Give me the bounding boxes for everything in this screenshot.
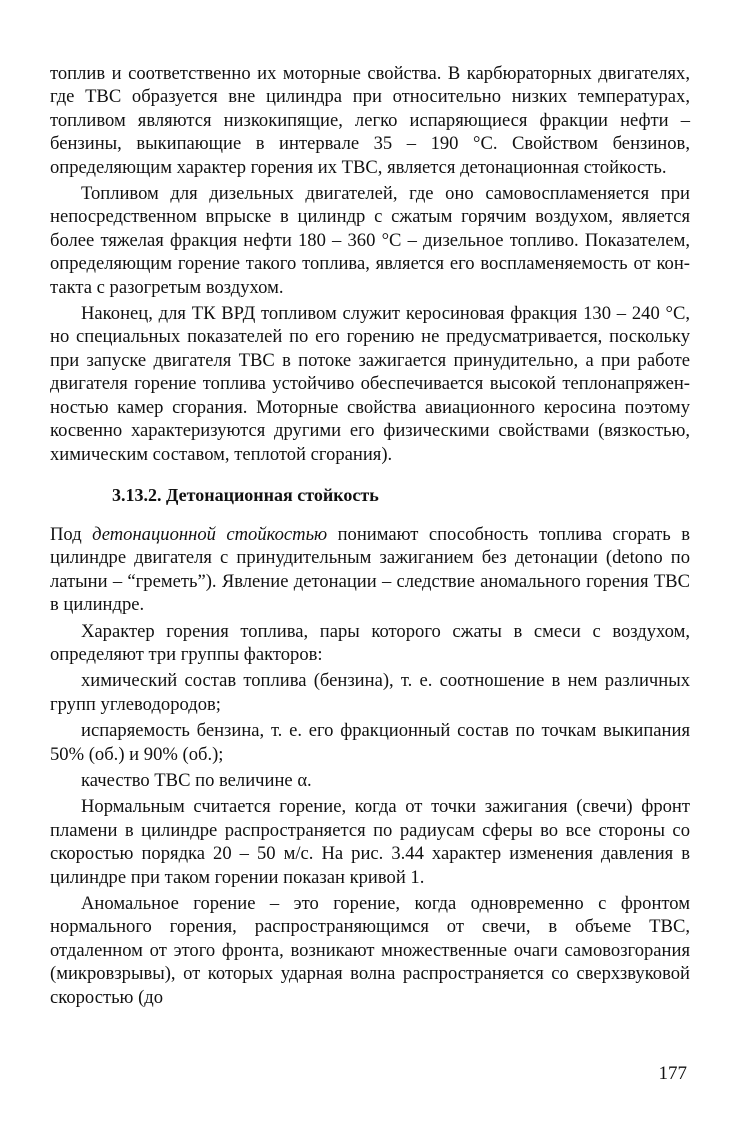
page-number: 177 [658, 1063, 687, 1084]
paragraph-kerosene-fraction: Наконец, для ТК ВРД топливом служит керосиновая фракция 130 – 240 °С, но специальных показателей по его горению не предусматривается, поскольку при запуске двигателя ТВС в потоке зажигается принудительно, а при работе двигателя горение топлива устойчиво обеспечивается высокой теплонапряженностью камер сгорания. Моторные свойства авиационного керосина поэтому косвенно характеризуются другими его физическими свойствами (вязкостью, химическим составом, теплотой сгорания). [50, 303, 690, 465]
paragraph-factor-chemical: химический состав топлива (бензина), т. е. соотношение в нем различных групп углеводородов; [50, 670, 690, 715]
paragraph-factor-quality: качество ТВС по величине α. [81, 769, 312, 791]
text-body-bottom [50, 523, 690, 1009]
paragraph-diesel-fuel: Топливом для дизельных двигателей, где оно самовоспламеняется при непосредственном впрыске в цилиндр с сжатым горячим воздухом, является более тяжелая фракция нефти 180 – 360 °С – дизельное топливо. Показателем, определяющим горение такого топлива, является его воспламеняемость от контакта с разогретым воздухом. [50, 183, 690, 298]
paragraph-abnormal-combustion: Аномальное горение – это горение, когда одновременно с фронтом нормального горения, распространяющимся от свечи, в объеме ТВС, отдаленном от этого фронта, возникают множественные очаги самовозгорания (микровзрывы), от которых ударная волна распространяется со сверхзвуковой скоростью (до [50, 893, 690, 1008]
paragraph-carburetor-fuels: топлив и соответственно их моторные свойства. В карбюраторных двигателях, где ТВС образуется вне цилиндра при относительно низких температурах, топливом являются низкокипящие, легко испаряющиеся фракции нефти – бензины, выкипающие в интервале 35 – 190 °С. Свойством бензинов, определяющим характер горения их ТВС, является детонационная стойкость. [50, 63, 690, 178]
paragraph-factors-intro: Характер горения топлива, пары которого сжаты в смеси с воздухом, определяют три группы факторов: [50, 620, 690, 665]
paragraph-factor-volatility: испаряемость бензина, т. е. его фракционный состав по точкам выкипания 50% (об.) и 90% (об.); [50, 720, 690, 765]
definition-rest: понимают способность топлива сгорать в цилиндре двигателя с принудительным зажиганием без детонации (detono по латыни – “греметь”). Явление детонации – следствие аномального горения ТВС в цилиндре. [50, 523, 690, 616]
definition-term: детонационной стойкостью [92, 523, 328, 545]
section-heading: 3.13.2. Детонационная стойкость [112, 484, 379, 505]
paragraph-normal-combustion: Нормальным считается горение, когда от точки зажигания (свечи) фронт пламени в цилиндре распространяется по радиусам сферы во все стороны со скоростью порядка 20 – 50 м/с. На рис. 3.44 характер изменения давления в цилиндре при таком горении показан кривой 1. [50, 796, 690, 888]
text-body-top [50, 62, 690, 466]
definition-lead: Под [50, 523, 93, 545]
paragraph-definition [50, 523, 690, 617]
